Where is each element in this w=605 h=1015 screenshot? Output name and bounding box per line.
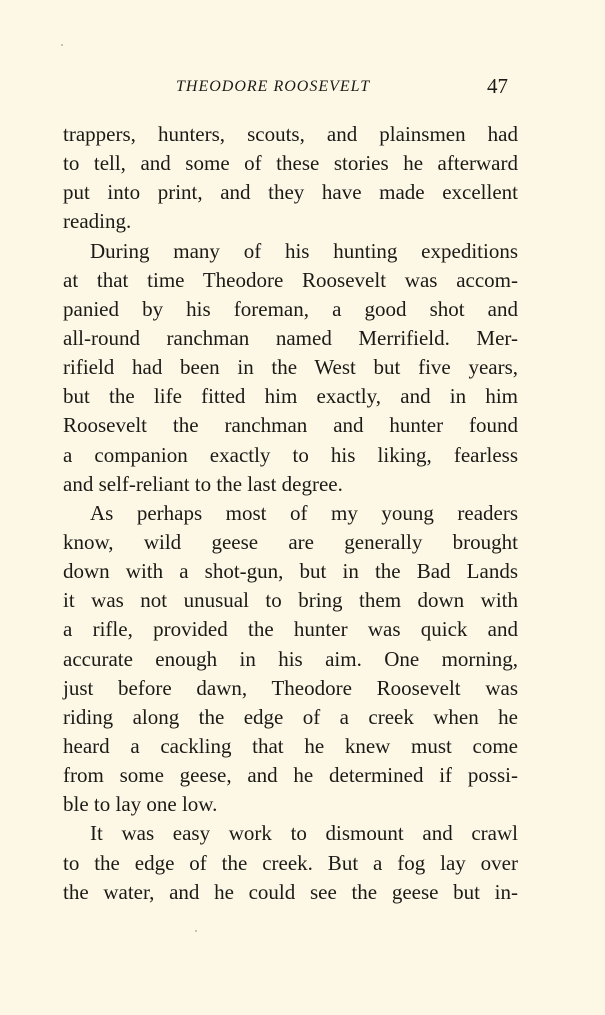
text-line: panied by his foreman, a good shot and — [63, 296, 518, 321]
paper-speck — [195, 930, 197, 932]
text-line: all-round ranchman named Merrifield. Mer- — [63, 325, 518, 350]
page-number: 47 — [487, 74, 508, 98]
text-line: know, wild geese are generally brought — [63, 529, 518, 554]
text-line: ble to lay one low. — [63, 792, 218, 817]
body-text — [63, 120, 518, 907]
text-line: a rifle, provided the hunter was quick and — [63, 617, 518, 642]
text-line: to tell, and some of these stories he afterward — [63, 151, 518, 176]
text-line: down with a shot-gun, but in the Bad Lands — [63, 559, 518, 584]
text-line: from some geese, and he determined if possi- — [63, 763, 518, 788]
text-line: During many of his hunting expeditions — [90, 238, 518, 263]
paper-speck — [61, 44, 63, 46]
text-line: It was easy work to dismount and crawl — [90, 821, 518, 846]
text-line: to the edge of the creek. But a fog lay over — [63, 850, 518, 875]
text-line: just before dawn, Theodore Roosevelt was — [63, 675, 518, 700]
text-line: accurate enough in his aim. One morning, — [63, 646, 518, 671]
text-line: riding along the edge of a creek when he — [63, 704, 518, 729]
text-line: Roosevelt the ranchman and hunter found — [63, 413, 518, 438]
text-line: trappers, hunters, scouts, and plainsmen had — [63, 122, 518, 146]
text-line: a companion exactly to his liking, fearless — [63, 442, 518, 467]
running-title: THEODORE ROOSEVELT — [176, 78, 371, 95]
text-line: and self-reliant to the last degree. — [63, 471, 343, 496]
text-line: As perhaps most of my young readers — [90, 500, 518, 525]
text-line: it was not unusual to bring them down with — [63, 588, 518, 613]
text-line: reading. — [63, 209, 132, 234]
text-line: heard a cackling that he knew must come — [63, 733, 518, 758]
text-line: the water, and he could see the geese but in- — [63, 879, 518, 904]
text-line: rifield had been in the West but five years, — [63, 355, 518, 380]
text-line: put into print, and they have made excellent — [63, 180, 518, 205]
text-line: at that time Theodore Roosevelt was accom- — [63, 267, 518, 292]
text-line: but the life fitted him exactly, and in him — [63, 384, 518, 409]
